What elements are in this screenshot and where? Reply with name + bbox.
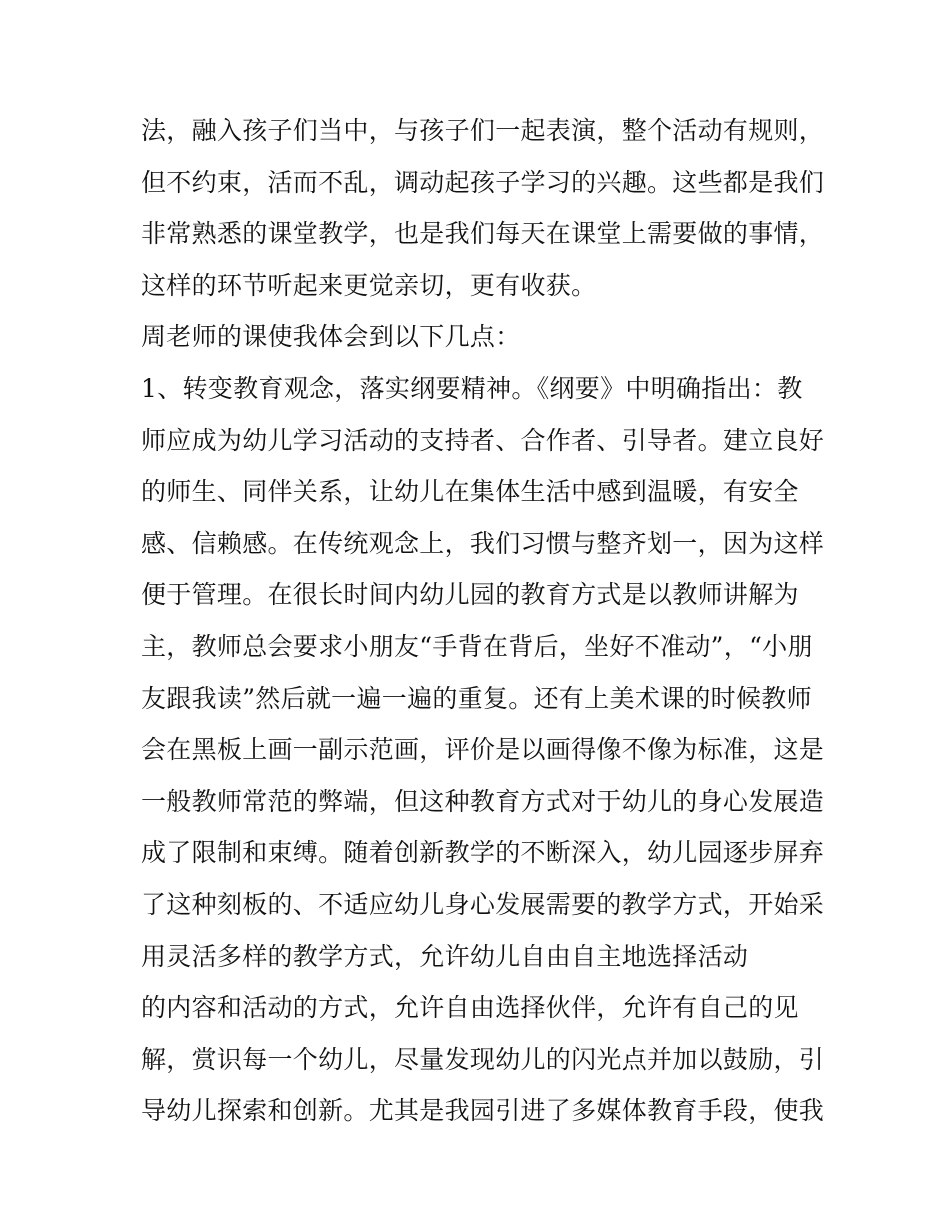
- text-line: 感、信赖感。在传统观念上，我们习惯与整齐划一，因为这样: [141, 528, 825, 558]
- text-line: 了这种刻板的、不适应幼儿身心发展需要的教学方式，开始采: [141, 889, 825, 919]
- text-line: 非常熟悉的课堂教学，也是我们每天在课堂上需要做的事情，: [141, 219, 825, 249]
- text-line: 友跟我读”然后就一遍一遍的重复。还有上美术课的时候教师: [141, 683, 812, 713]
- text-line: 一般教师常范的弊端，但这种教育方式对于幼儿的身心发展造: [141, 786, 825, 816]
- text-line: 导幼儿探索和创新。尤其是我园引进了多媒体教育手段，使我: [141, 1096, 825, 1126]
- text-line: 用灵活多样的教学方式，允许幼儿自由自主地选择活动: [141, 941, 749, 971]
- text-line: 师应成为幼儿学习活动的支持者、合作者、引导者。建立良好: [141, 425, 825, 455]
- text-line: 解，赏识每一个幼儿，尽量发现幼儿的闪光点并加以鼓励，引: [141, 1044, 825, 1074]
- text-line: 1、转变教育观念，落实纲要精神。《纲要》中明确指出：教: [141, 373, 803, 403]
- text-line: 这样的环节听起来更觉亲切，更有收获。: [141, 270, 597, 300]
- text-line: 会在黑板上画一副示范画，评价是以画得像不像为标准，这是: [141, 735, 825, 765]
- text-line: 成了限制和束缚。随着创新教学的不断深入，幼儿园逐步屏弃: [141, 838, 825, 868]
- text-line: 的内容和活动的方式，允许自由选择伙伴，允许有自己的见: [141, 993, 799, 1023]
- text-line: 主，教师总会要求小朋友“手背在背后，坐好不准动”，“小朋: [141, 631, 813, 661]
- text-line: 便于管理。在很长时间内幼儿园的教育方式是以教师讲解为: [141, 580, 799, 610]
- text-line: 法，融入孩子们当中，与孩子们一起表演，整个活动有规则，: [141, 116, 825, 145]
- text-line: 但不约束，活而不乱，调动起孩子学习的兴趣。这些都是我们: [141, 167, 825, 197]
- body-text: [141, 105, 841, 1137]
- text-line: 的师生、同伴关系，让幼儿在集体生活中感到温暖，有安全: [141, 477, 799, 507]
- text-line: 周老师的课使我体会到以下几点：: [141, 322, 521, 352]
